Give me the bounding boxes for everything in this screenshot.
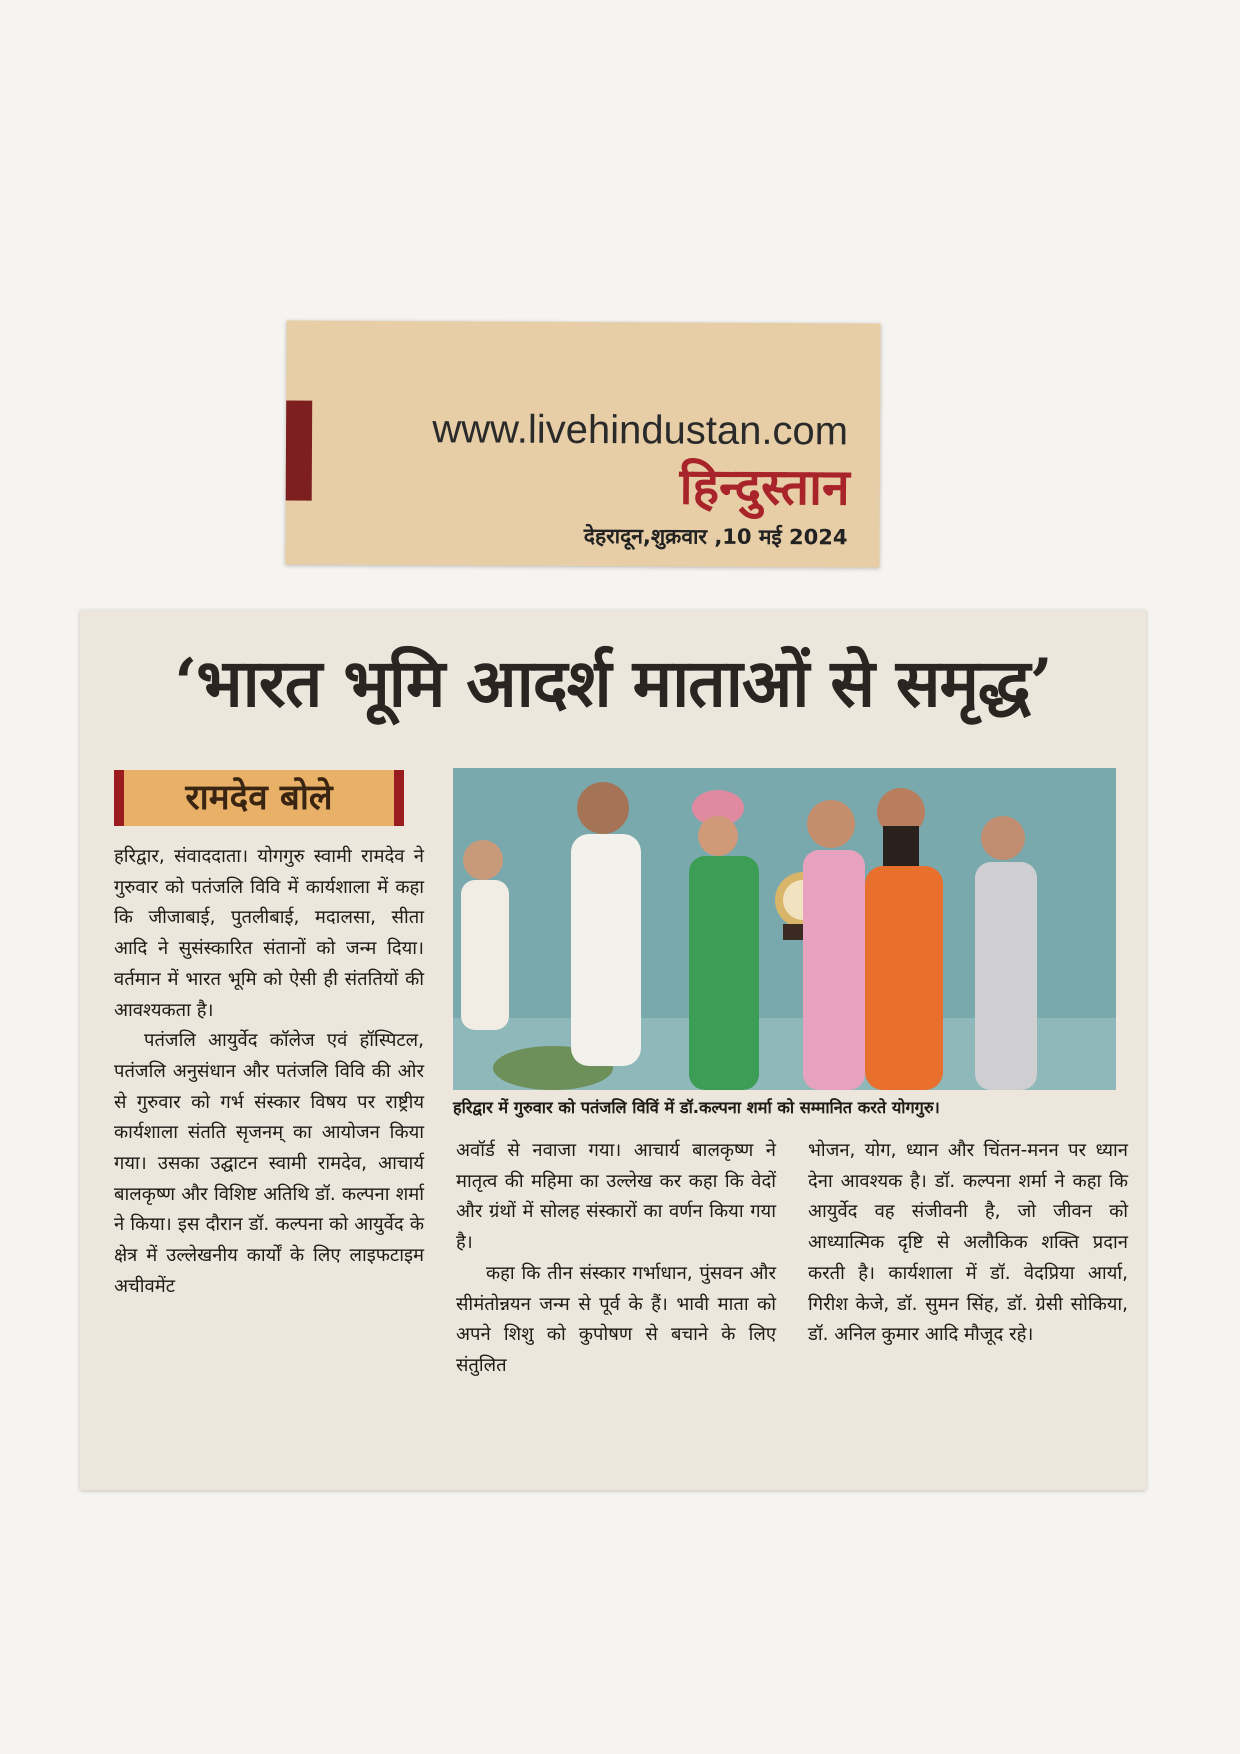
masthead-dateline: देहरादून,शुक्रवार ,10 मई 2024	[583, 524, 848, 550]
article-headline: ‘भारत भूमि आदर्श माताओं से समृद्ध’	[174, 644, 1052, 722]
newspaper-masthead-clipping	[285, 320, 880, 567]
article-column-2	[456, 1136, 776, 1382]
masthead-brand-logo: हिन्दुस्तान	[679, 457, 850, 517]
article-column-3	[808, 1136, 1128, 1351]
photo-caption: हरिद्वार में गुरुवार को पतंजलि विविं में डॉ.कल्पना शर्मा को सम्मानित करते योगगुरु।	[453, 1098, 940, 1117]
article-paragraph: भोजन, योग, ध्यान और चिंतन-मनन पर ध्यान देना आवश्यक है। डॉ. कल्पना शर्मा ने कहा कि आयुर्वेद वह संजीवनी है, जो जीवन को आध्यात्मिक दृष्टि से अलौकिक शक्ति प्रदान करती है। कार्यशाला में डॉ. वेदप्रिया आर्या, गिरीश केजे, डॉ. सुमन सिंह, डॉ. ग्रेसी सोकिया, डॉ. अनिल कुमार आदि मौजूद रहे।	[808, 1140, 1128, 1346]
article-kicker	[114, 770, 404, 826]
news-article-clipping	[80, 610, 1146, 1490]
masthead-website: www.livehindustan.com	[432, 407, 849, 454]
article-photo	[453, 768, 1116, 1090]
masthead-red-bar	[286, 400, 313, 500]
article-column-1	[114, 842, 424, 1303]
article-paragraph: अवॉर्ड से नवाजा गया। आचार्य बालकृष्ण ने मातृत्व की महिमा का उल्लेख कर कहा कि वेदों और ग्रंथों में सोलह संस्कारों का वर्णन किया गया है।	[456, 1140, 776, 1254]
article-paragraph: पतंजलि आयुर्वेद कॉलेज एवं हॉस्पिटल, पतंजलि अनुसंधान और पतंजलि विवि की ओर से गुरुवार को गर्भ संस्कार विषय पर राष्ट्रीय कार्यशाला संतति सृजनम् का आयोजन किया गया। उसका उद्घाटन स्वामी रामदेव, आचार्य बालकृष्ण और विशिष्ट अतिथि डॉ. कल्पना शर्मा ने किया। इस दौरान डॉ. कल्पना को आयुर्वेद के क्षेत्र में उल्लेखनीय कार्यों के लिए लाइफटाइम अचीवमेंट	[114, 1030, 424, 1297]
article-paragraph: हरिद्वार, संवाददाता। योगगुरु स्वामी रामदेव ने गुरुवार को पतंजलि विवि में कार्यशाला में कहा कि जीजाबाई, पुतलीबाई, मदालसा, सीता आदि ने सुसंस्कारित संतानों को जन्म दिया। वर्तमान में भारत भूमि को ऐसी ही संततियों की आवश्यकता है।	[114, 846, 424, 1021]
article-kicker-label: रामदेव बोले	[185, 778, 333, 818]
award-ceremony-photo	[453, 768, 1116, 1090]
article-paragraph: कहा कि तीन संस्कार गर्भाधान, पुंसवन और सीमंतोन्नयन जन्म से पूर्व के हैं। भावी माता को अपने शिशु को कुपोषण से बचाने के लिए संतुलित	[456, 1262, 776, 1376]
